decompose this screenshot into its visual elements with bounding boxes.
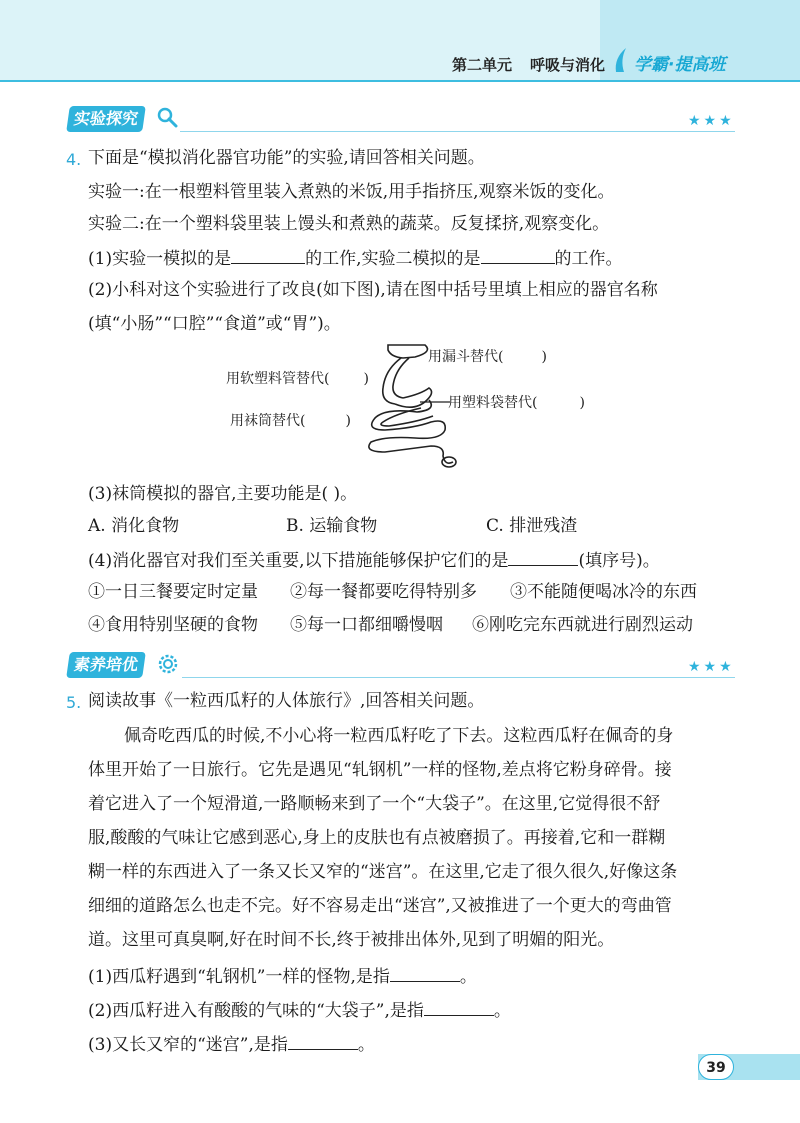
story-line: 服,酸酸的气味让它感到恶心,身上的皮肤也有点被磨损了。再接着,它和一群糊 (88, 828, 666, 848)
sub-question-text: 的工作,实验二模拟的是 (305, 249, 481, 269)
measure-2: ②每一餐都要吃得特别多 (290, 582, 477, 602)
sub-question-text: (1)西瓜籽遇到“轧钢机”一样的怪物,是指 (88, 967, 390, 987)
difficulty-stars: ★★★ (688, 659, 735, 675)
chapter-title: 呼吸与消化 (530, 56, 606, 74)
section-label-experiment: 实验探究 (66, 106, 146, 132)
measure-5: ⑤每一口都细嚼慢咽 (290, 615, 443, 635)
sub-question-text: (填序号)。 (578, 551, 660, 571)
sub-question-text: 。 (357, 1035, 375, 1055)
label-text: ) (579, 395, 585, 411)
answer-blank[interactable] (508, 547, 578, 566)
story-line: 着它进入了一个短滑道,一路顺畅来到了一个“大袋子”。在这里,它觉得很不舒 (88, 794, 661, 814)
question-number: 4. (66, 150, 82, 169)
label-text: 用塑料袋替代( (448, 395, 538, 411)
question-number: 5. (66, 693, 82, 712)
sub-question-3: (3)袜筒模拟的器官,主要功能是( )。 (88, 484, 358, 504)
section-divider (180, 131, 735, 132)
story-line: 糊一样的东西进入了一条又长又窄的“迷宫”。在这里,它走了很久很久,好像这条 (88, 862, 678, 882)
label-text: ) (345, 413, 351, 429)
sub-question-text: 。 (493, 1001, 511, 1021)
funnel-shape (388, 345, 427, 358)
label-text: 用袜筒替代( (230, 413, 306, 429)
option-c[interactable]: C. 排泄残渣 (486, 516, 578, 536)
measure-4: ④食用特别坚硬的食物 (88, 615, 258, 635)
sub-question-text: (1)实验一模拟的是 (88, 249, 232, 269)
answer-blank[interactable] (231, 245, 305, 264)
brand-swoosh-icon (612, 44, 634, 74)
q5-sub-question-1 (88, 963, 477, 988)
label-text: 用漏斗替代( (428, 349, 504, 365)
label-soft-tube (226, 368, 369, 388)
brand-logo: 学霸·提高班 (634, 55, 726, 75)
experiment-2-text: 实验二:在一个塑料袋里装上馒头和煮熟的蔬菜。反复揉挤,观察变化。 (88, 214, 610, 234)
measure-1: ①一日三餐要定时定量 (88, 582, 258, 602)
sub-question-2-line1: (2)小科对这个实验进行了改良(如下图),请在图中括号里填上相应的器官名称 (88, 280, 658, 300)
measure-3: ③不能随便喝冰冷的东西 (510, 582, 697, 602)
section-label-literacy: 素养培优 (66, 652, 146, 678)
answer-blank[interactable] (424, 997, 494, 1016)
sub-question-text: (4)消化器官对我们至关重要,以下措施能够保护它们的是 (88, 551, 509, 571)
option-a[interactable]: A. 消化食物 (88, 516, 180, 536)
header-rule (0, 80, 800, 82)
sub-question-1 (88, 245, 623, 270)
answer-blank[interactable] (288, 1031, 358, 1050)
story-line: 佩奇吃西瓜的时候,不小心将一粒西瓜籽吃了下去。这粒西瓜籽在佩奇的身 (124, 726, 674, 746)
page-number: 39 (698, 1054, 734, 1080)
measure-6: ⑥刚吃完东西就进行剧烈运动 (472, 615, 693, 635)
q5-sub-question-3 (88, 1031, 375, 1056)
label-sock (230, 410, 351, 430)
label-text: ) (363, 371, 369, 387)
question-stem: 下面是“模拟消化器官功能”的实验,请回答相关问题。 (88, 148, 485, 168)
gear-icon (156, 652, 180, 676)
magnifier-icon (156, 106, 178, 128)
unit-title: 第二单元 (452, 56, 513, 74)
label-text: 用软塑料管替代( (226, 371, 330, 387)
story-line: 体里开始了一日旅行。它先是遇见“轧钢机”一样的怪物,差点将它粉身碎骨。接 (88, 760, 672, 780)
answer-blank[interactable] (390, 963, 460, 982)
label-text: ) (541, 349, 547, 365)
sub-question-2-line2: (填“小肠”“口腔”“食道”或“胃”)。 (88, 314, 341, 334)
sub-question-text: 的工作。 (554, 249, 623, 269)
story-line: 道。这里可真臭啊,好在时间不长,终于被排出体外,见到了明媚的阳光。 (88, 930, 615, 950)
label-funnel (428, 346, 547, 366)
bag-pointer-line (420, 398, 450, 406)
experiment-1-text: 实验一:在一根塑料管里装入煮熟的米饭,用手指挤压,观察米饭的变化。 (88, 182, 615, 202)
sub-question-text: 。 (459, 967, 477, 987)
sub-question-text: (2)西瓜籽进入有酸酸的气味的“大袋子”,是指 (88, 1001, 424, 1021)
option-b[interactable]: B. 运输食物 (286, 516, 378, 536)
section-divider (182, 677, 735, 678)
q5-sub-question-2 (88, 997, 511, 1022)
question-stem: 阅读故事《一粒西瓜籽的人体旅行》,回答相关问题。 (88, 691, 485, 711)
label-bag (448, 392, 585, 412)
answer-blank[interactable] (481, 245, 555, 264)
difficulty-stars: ★★★ (688, 113, 735, 129)
sub-question-4 (88, 547, 660, 572)
story-line: 细细的道路怎么也走不完。好不容易走出“迷宫”,又被推进了一个更大的弯曲管 (88, 896, 672, 916)
sub-question-text: (3)又长又窄的“迷宫”,是指 (88, 1035, 288, 1055)
sock-shape (369, 400, 453, 463)
